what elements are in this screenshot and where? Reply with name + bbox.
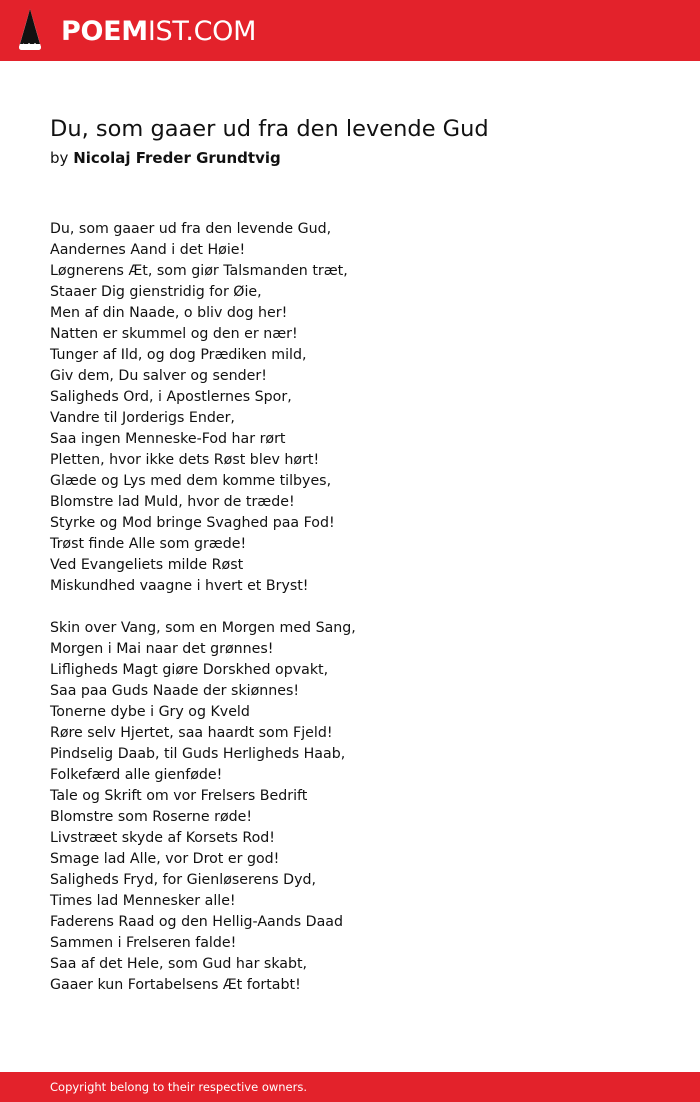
- poem-line: Men af din Naade, o bliv dog her!: [50, 305, 288, 321]
- poem-line: Faderens Raad og den Hellig-Aands Daad: [50, 914, 343, 930]
- poem-line: Lifligheds Magt giøre Dorskhed opvakt,: [50, 662, 329, 678]
- brand-light: IST.COM: [147, 15, 257, 47]
- pencil-tip-icon: [18, 8, 42, 52]
- poem-line: Saligheds Ord, i Apostlernes Spor,: [50, 389, 292, 405]
- poem-line: Morgen i Mai naar det grønnes!: [50, 641, 274, 657]
- poem-line: Gaaer kun Fortabelsens Æt fortabt!: [50, 977, 301, 993]
- poem-line: Styrke og Mod bringe Svaghed paa Fod!: [50, 515, 335, 531]
- poem-stanza: [50, 618, 670, 996]
- poem-line: Giv dem, Du salver og sender!: [50, 368, 267, 384]
- poem-line: Ved Evangeliets milde Røst: [50, 557, 244, 573]
- poem-line: Vandre til Jorderigs Ender,: [50, 410, 235, 426]
- poem-line: Saa af det Hele, som Gud har skabt,: [50, 956, 308, 972]
- poem-line: Miskundhed vaagne i hvert et Bryst!: [50, 578, 309, 594]
- poem-line: Glæde og Lys med dem komme tilbyes,: [50, 473, 332, 489]
- poem-line: Saa ingen Menneske-Fod har rørt: [50, 431, 286, 447]
- poem-line: Tonerne dybe i Gry og Kveld: [50, 704, 250, 720]
- poem-line: Pletten, hvor ikke dets Røst blev hørt!: [50, 452, 320, 468]
- poem-title: Du, som gaaer ud fra den levende Gud: [50, 116, 489, 142]
- poem-body: [50, 219, 670, 1017]
- poem-line: Pindselig Daab, til Guds Herligheds Haab,: [50, 746, 346, 762]
- by-label: by: [50, 149, 69, 167]
- poem-line: Blomstre som Roserne røde!: [50, 809, 253, 825]
- poem-line: Løgnerens Æt, som giør Talsmanden træt,: [50, 263, 348, 279]
- copyright-text: Copyright belong to their respective owners.: [50, 1080, 308, 1094]
- poem-line: Tale og Skrift om vor Frelsers Bedrift: [50, 788, 308, 804]
- poem-line: Sammen i Frelseren falde!: [50, 935, 237, 951]
- poem-line: Du, som gaaer ud fra den levende Gud,: [50, 221, 332, 237]
- site-brand-name: [61, 16, 256, 47]
- poem-line: Staaer Dig gienstridig for Øie,: [50, 284, 262, 300]
- poem-line: Aandernes Aand i det Høie!: [50, 242, 246, 258]
- brand-bold: POEM: [61, 15, 148, 47]
- poem-byline: [50, 149, 281, 167]
- site-footer: [0, 1072, 700, 1102]
- poem-line: Blomstre lad Muld, hvor de træde!: [50, 494, 295, 510]
- poem-line: Skin over Vang, som en Morgen med Sang,: [50, 620, 356, 636]
- poem-line: Saa paa Guds Naade der skiønnes!: [50, 683, 300, 699]
- poem-line: Trøst finde Alle som græde!: [50, 536, 247, 552]
- poem-line: Times lad Mennesker alle!: [50, 893, 236, 909]
- poem-line: Natten er skummel og den er nær!: [50, 326, 298, 342]
- poem-line: Folkefærd alle gienføde!: [50, 767, 223, 783]
- site-header: [0, 0, 700, 61]
- poem-line: Smage lad Alle, vor Drot er god!: [50, 851, 280, 867]
- poem-line: Livstræet skyde af Korsets Rod!: [50, 830, 275, 846]
- poem-line: Røre selv Hjertet, saa haardt som Fjeld!: [50, 725, 333, 741]
- site-logo-link[interactable]: [18, 8, 256, 52]
- poem-line: Saligheds Fryd, for Gienløserens Dyd,: [50, 872, 316, 888]
- poem-author: Nicolaj Freder Grundtvig: [73, 149, 281, 167]
- poem-line: Tunger af Ild, og dog Prædiken mild,: [50, 347, 307, 363]
- poem-stanza: [50, 219, 670, 597]
